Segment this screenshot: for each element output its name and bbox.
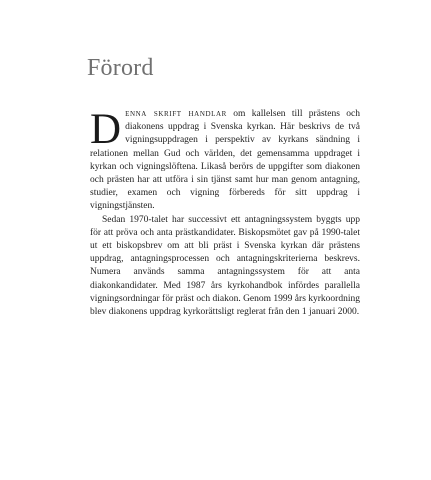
lead-in-smallcaps: enna skrift handlar [125, 109, 227, 119]
drop-cap: D [90, 106, 122, 153]
page-title: Förord [87, 55, 154, 81]
paragraph-1-text: om kallelsen till prästens och diakonens uppdrag i Svenska kyrkan. Här beskrivs de två vigningsuppdragen i perspektiv av kyrkans sändning i relationen mellan Gud och världen, det gemensamma uppdraget i kyrkan och vigningslöftena. Likaså berörs de uppgifter som diakonen och prästen har att utföra i sin tjänst samt hur man genom antagning, studier, examen och vigning förbereds för sitt uppdrag i vigningstjänsten. [90, 109, 361, 212]
paragraph-2: Sedan 1970-talet har successivt ett antagningssystem byggts upp för att pröva och anta prästkandidater. Biskopsmötet gav på 1990-talet ut ett biskopsbrev om att bli präst i Svenska kyrkan där prästens uppdrag, antagningsprocessen och antagningskriterierna beskrevs. Numera används samma antagningssystem för att anta diakonkandidater. Med 1987 års kyrkohandbok infördes parallella vigningsordningar för präst och diakon. Genom 1999 års kyrkoordning blev diakonens uppdrag kyrkorättsligt reglerat från den 1 januari 2000. [90, 214, 360, 318]
paragraph-1 [90, 108, 360, 214]
body-text [90, 108, 360, 319]
